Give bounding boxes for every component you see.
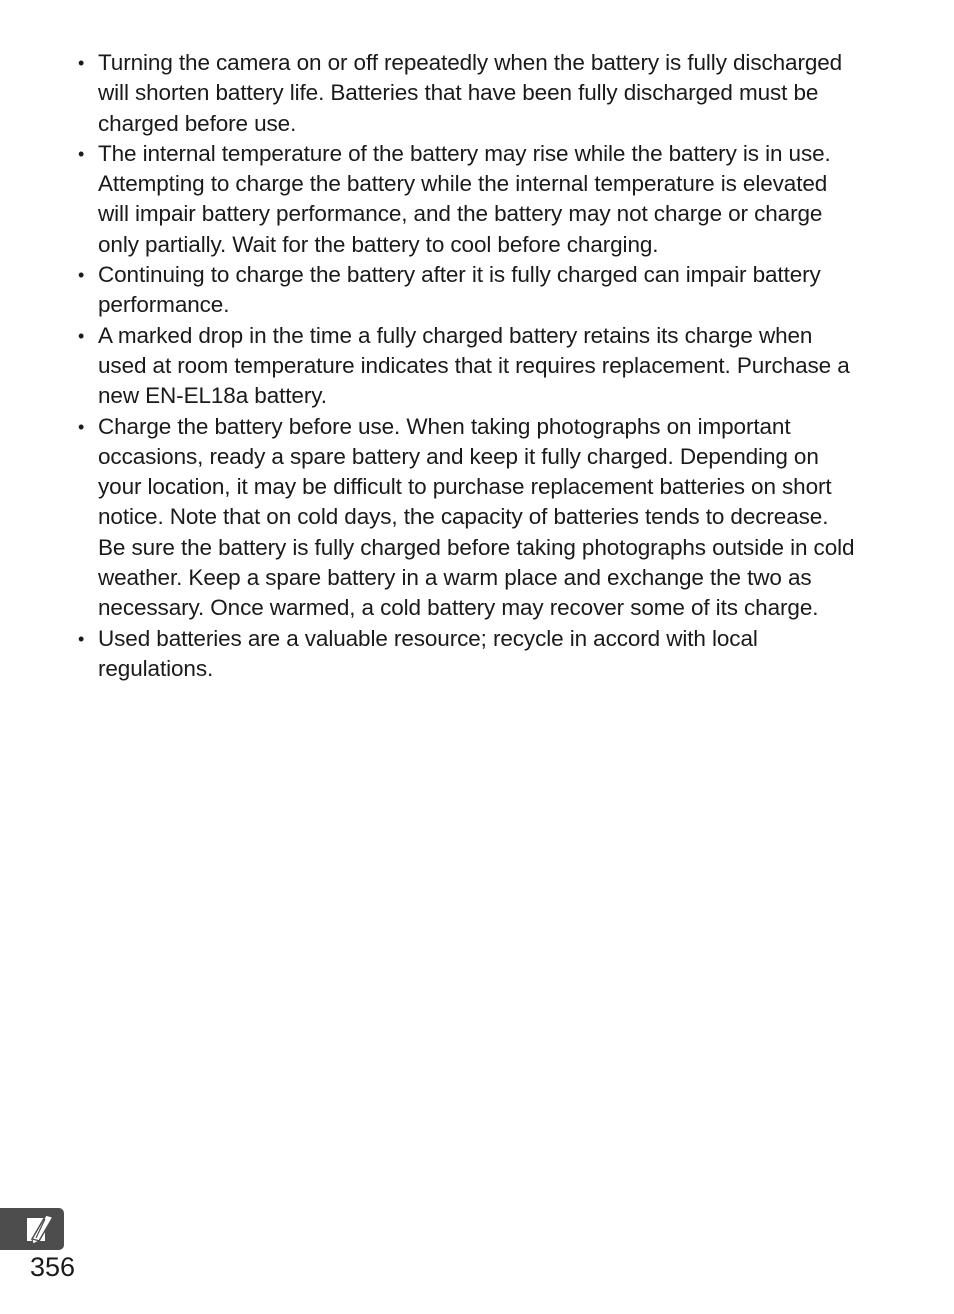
- bullet-marker: •: [78, 143, 85, 164]
- bullet-marker: •: [78, 265, 85, 286]
- bullet-marker: •: [78, 325, 85, 346]
- note-text: A marked drop in the time a fully charged battery retains its charge when used at room temperature indicates that it requires replacement. Purchase a new EN-EL18a battery.: [98, 322, 850, 409]
- list-item: [78, 624, 858, 685]
- note-text: Charge the battery before use. When taking photographs on important occasions, ready a spare battery and keep it fully charged. Depending on your location, it may be difficult to purchase replacement batteries on short notice. Note that on cold days, the capacity of batteries tends to decrease. Be sure the battery is fully charged before taking photographs outside in cold weather. Keep a spare battery in a warm place and exchange the two as necessary. Once warmed, a cold battery may recover some of its charge.: [98, 413, 855, 621]
- note-text: Used batteries are a valuable resource; recycle in accord with local regulations.: [98, 625, 758, 681]
- list-item: [78, 412, 858, 624]
- technical-notes-pencil-icon: [0, 1208, 64, 1250]
- note-text: Turning the camera on or off repeatedly when the battery is fully discharged will shorten battery life. Batteries that have been fully discharged must be charged before use.: [98, 50, 843, 136]
- list-item: [78, 48, 858, 139]
- bullet-marker: •: [78, 628, 85, 649]
- note-text: Continuing to charge the battery after it is fully charged can impair battery performance.: [98, 262, 821, 318]
- battery-notes-list: [78, 48, 858, 684]
- list-item: [78, 321, 858, 412]
- note-text: The internal temperature of the battery may rise while the battery is in use. Attempting to charge the battery while the internal temperature is elevated will impair battery performance, and the battery may not charge or charge only partially. Wait for the battery to cool before charging.: [98, 140, 831, 257]
- list-item: [78, 260, 858, 321]
- bullet-marker: •: [78, 53, 85, 73]
- notes-section: [78, 48, 858, 684]
- bullet-marker: •: [78, 416, 85, 437]
- list-item: [78, 139, 858, 260]
- page-number: 356: [30, 1252, 76, 1282]
